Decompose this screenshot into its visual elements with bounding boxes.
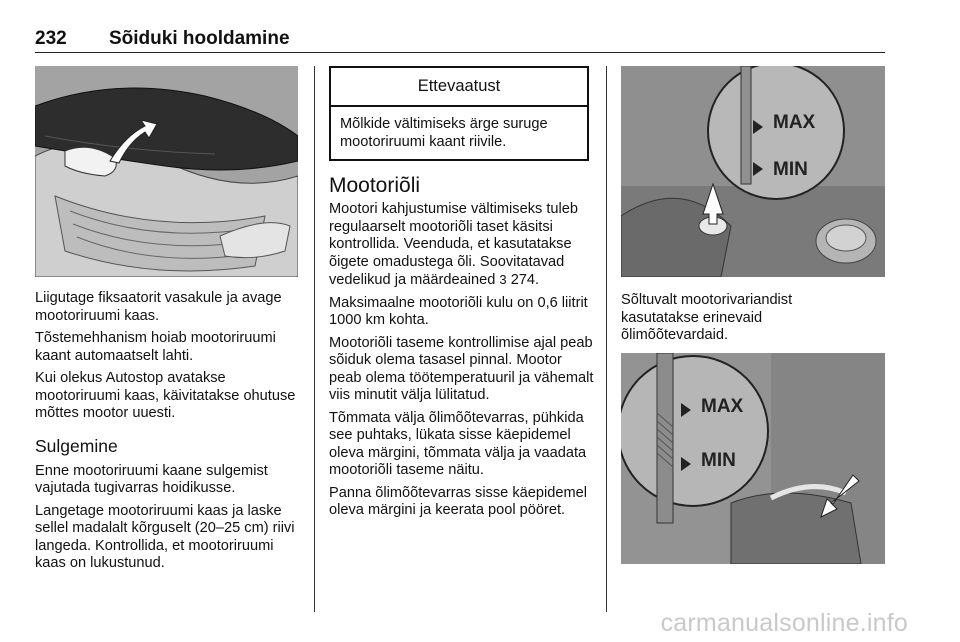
paragraph-dipstick-procedure: Tõmmata välja õlimõõtevarras, pühkida see puhtaks, lükata sisse käepidemel oleva märgini, tõmmata välja ja vaadata mootoriõli taseme näitu.: [329, 409, 587, 478]
engine-bay-drawing-1: [621, 66, 885, 277]
dipstick-illustration-2: [621, 353, 885, 564]
chapter-title: Sõiduki hooldamine: [109, 28, 290, 49]
column-2-text: [329, 66, 594, 525]
paragraph-lift-mechanism: Tõstemehhanism hoiab mootoriruumi kaant automaatselt lahti.: [35, 330, 276, 364]
dipstick-illustration-1: [621, 66, 885, 277]
site-watermark: carmanualsonline.info: [660, 609, 908, 637]
header-rule: [35, 52, 885, 53]
caution-text: Mõlkide vältimiseks ärge suruge mootoriruumi kaant riivile.: [340, 116, 548, 150]
dipstick-variant-caption: Sõltuvalt mootorivariandist kasutatakse erinevaid õlimõõtevardaid.: [621, 292, 793, 343]
page-number: 232: [35, 28, 67, 49]
max-label-1: MAX: [773, 112, 816, 133]
paragraph-autostop: Kui olekus Autostop avatakse mootoriruumi kaas, käivitatakse ohutuse mõttes mootor uuesti.: [35, 370, 296, 421]
paragraph-reinsert-dipstick: Panna õlimõõtevarras sisse käepidemel oleva märgini ja keerata pool pööret.: [329, 484, 587, 518]
paragraph-closing-lower: Langetage mootoriruumi kaas ja laske sellel madalalt kõrguselt (20–25 cm) riivi langeda. Kontrollida, et mootoriruumi kaas on lukustunud.: [35, 502, 295, 571]
column-divider-right: [606, 66, 607, 612]
max-label-2: MAX: [701, 396, 744, 417]
min-label-1: MIN: [773, 159, 808, 180]
paragraph-level-conditions: Mootoriõli taseme kontrollimise ajal peab sõiduk olema tasasel pinnal. Mootor peab olema töötemperatuuril ja vähemalt viis minutit välja lülitatud.: [329, 334, 594, 403]
caution-title: Ettevaatust: [331, 68, 587, 107]
paragraph-closing-prop: Enne mootoriruumi kaane sulgemist vajutada tugivarras hoidikusse.: [35, 462, 268, 496]
paragraph-oil-consumption: Maksimaalne mootoriõli kulu on 0,6 liitrit 1000 km kohta.: [329, 294, 588, 328]
column-divider-left: [314, 66, 315, 612]
caution-box: [329, 66, 589, 161]
paragraph-oil-check-text: Mootori kahjustumise vältimiseks tuleb regulaarselt mootoriõli taset käsitsi kontrollida. Veenduda, et kasutatakse õigete omadustega õli. Soovitatavad vedelikud ja määrdeained: [329, 201, 578, 288]
page-header: [35, 28, 885, 54]
min-label-2: MIN: [701, 450, 736, 471]
section-heading-engine-oil: Mootoriõli: [329, 174, 421, 197]
page-reference-link[interactable]: 274.: [510, 272, 540, 288]
engine-bay-drawing-2: [621, 353, 885, 564]
column-3-caption: [621, 292, 871, 350]
page-reference-icon: 3: [499, 272, 507, 287]
hood-opening-drawing: [35, 66, 298, 277]
column-1-text: [35, 290, 305, 578]
section-heading-closing: Sulgemine: [35, 435, 118, 456]
paragraph-oil-check: [329, 201, 594, 290]
hood-opening-illustration: [35, 66, 298, 277]
paragraph-open-hood: Liigutage fiksaatorit vasakule ja avage mootoriruumi kaas.: [35, 290, 282, 324]
